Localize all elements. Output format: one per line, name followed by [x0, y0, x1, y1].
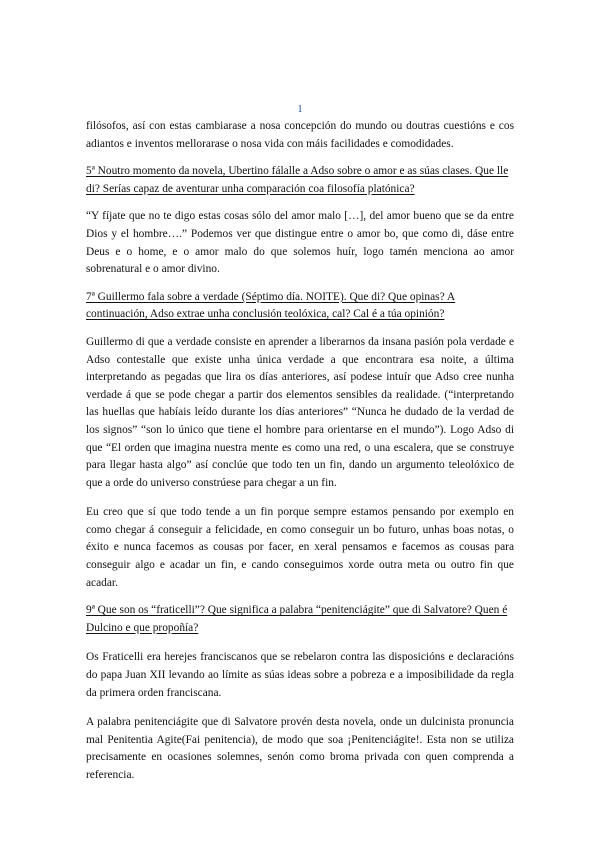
intro-paragraph: filósofos, así con estas cambiarase a nosa concepción do mundo ou doutras cuestións e cos adiantos e inventos mellorarase o nosa vida con máis facilidades e comodidades. [86, 120, 514, 150]
question-9-heading: 9ª Que son os “fraticelli”? Que significa a palabra “penitenciágite” que di Salvatore? Quen é Dulcino e que propoñía? [86, 604, 508, 634]
page-number: 1 [297, 103, 303, 115]
answer-9-penitenciagite-paragraph: A palabra penitenciágite que di Salvatore provén desta novela, onde un dulcinista pronuncia mal Penitentia Agite(Fai penitencia), de modo que soa ¡Penitenciágite!. Esta non se utiliza precisamente en ocasiones solemnes, senón como broma privada con quen comprenda a referencia. [86, 716, 514, 781]
question-7-heading: 7ª Guillermo fala sobre a verdade (Séptimo día. NOITE). Que di? Que opinas? A continuación, Adso extrae unha conclusión teolóxica, cal? Cal é a túa opinión? [86, 290, 456, 321]
answer-7-opinion-paragraph: Eu creo que sí que todo tende a un fin porque sempre estamos pensando por exemplo en como chegar á conseguir a felicidade, en como conseguir un bo futuro, unhas boas notas, o éxito e nunca facemos as cousas por facer, en xeral pensamos e facemos as cousas para conseguir algo e acadar un fin, e cando conseguimos xorde outra meta ou outro fin que acadar. [86, 506, 514, 589]
document-body [86, 118, 514, 785]
answer-9-paragraph: Os Fraticelli era herejes franciscanos que se rebelaron contra las disposicións e declaracións do papa Juan XII levando ao límite as súas ideas sobre a pobreza e a imposibilidade da regla da primera orden franciscana. [86, 651, 514, 699]
answer-7-paragraph: Guillermo di que a verdade consiste en aprender a liberarnos da insana pasión pola verdade e Adso contestalle que existe unha única verdade a que encontrara esa noite, a última interpretando as pegadas que lira os días anteriores, así podese intuír que Adso cree nunha verdade á que se pode chegar a partir dos elementos sensibles da realidade. (“interpretando las huellas que habíais leído durante los días anteriores” “Nunca he dudado de la verdad de los signos” “son lo único que tiene el hombre para orientarse en el mundo”). Logo Adso di que “El orden que imagina nuestra mente es como una red, o una escalera, que se construye para llegar hasta algo” así conclúe que todo ten un fin, dando un argumento teleolóxico de que a orde do universo constrúese para chegar a un fin. [86, 335, 514, 489]
question-5-heading: 5ª Noutro momento da novela, Ubertino fálalle a Adso sobre o amor e as súas clases. Que lle di? Serías capaz de aventurar unha comparación coa filosofía platónica? [86, 165, 509, 195]
answer-5-paragraph: “Y fíjate que no te digo estas cosas sólo del amor malo […], del amor bueno que se da entre Dios y el hombre….” Podemos ver que distingue entre o amor bo, que como di, dáse entre Deus e o home, e o amor malo do que solemos huír, logo tamén menciona ao amor sobrenatural e o amor divino. [86, 210, 514, 276]
